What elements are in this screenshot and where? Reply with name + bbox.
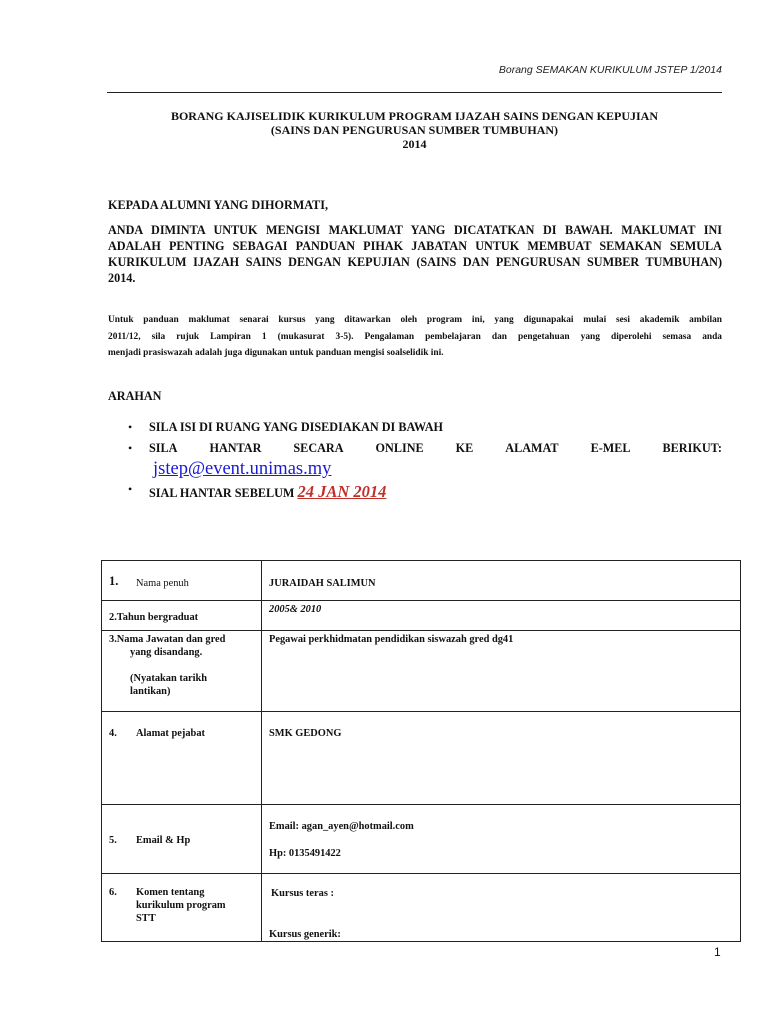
form-row-graduation-year (101, 600, 741, 631)
office-address-label: Alamat pejabat (136, 728, 205, 739)
comments-label: Komen tentang (136, 887, 205, 898)
contact-label: Email & Hp (136, 835, 191, 846)
position-label: 3.Nama Jawatan dan gred (109, 634, 226, 645)
intro-line-1: ANDA DIMINTA UNTUK MENGISI MAKLUMAT YANG DICATATKAN DI BAWAH. MAKLUMAT INI (108, 223, 722, 237)
intro-line-4: 2014. (108, 271, 136, 285)
form-row-name (101, 560, 741, 601)
comments-label-end: STT (136, 913, 156, 924)
instruction-word: ALAMAT (505, 441, 559, 455)
instruction-text-1: SILA ISI DI RUANG YANG DISEDIAKAN DI BAWAH (149, 420, 444, 434)
row-number: 5. (109, 835, 117, 846)
guide-line-3: menjadi prasiswazah adalah juga digunakan untuk panduan mengisi soalselidik ini. (108, 348, 444, 358)
form-row-comments (101, 873, 741, 942)
instruction-word: SECARA (293, 441, 344, 455)
instruction-word: BERIKUT: (662, 441, 722, 455)
greeting: KEPADA ALUMNI YANG DIHORMATI, (108, 198, 329, 212)
form-row-position (101, 630, 741, 712)
guide-line-1: Untuk panduan maklumat senarai kursus yang ditawarkan oleh program ini, yang digunapakai mulai sesi akademik ambilan (108, 315, 722, 325)
intro-paragraph (108, 222, 722, 286)
row-number: 4. (109, 728, 117, 739)
instruction-word: HANTAR (209, 441, 262, 455)
graduation-year-label: 2.Tahun bergraduat (109, 612, 199, 623)
phone-value[interactable]: Hp: 0135491422 (269, 848, 341, 859)
title-line-1: BORANG KAJISELIDIK KURIKULUM PROGRAM IJAZAH SAINS DENGAN KEPUJIAN (170, 109, 659, 123)
instruction-item-1 (108, 420, 722, 436)
guide-line-2: 2011/12, sila rujuk Lampiran 1 (mukasurat 3-5). Pengalaman pembelajaran dan pengetahuan yang diperolehi semasa anda (108, 331, 722, 342)
intro-line-3: KURIKULUM IJAZAH SAINS DENGAN KEPUJIAN (SAINS DAN PENGURUSAN SUMBER TUMBUHAN) (108, 255, 722, 269)
title-line-3: 2014 (402, 137, 427, 151)
position-label-cont: yang disandang. (130, 647, 203, 658)
instruction-text-2 (149, 441, 722, 456)
graduation-year-value[interactable]: 2005& 2010 (269, 604, 322, 615)
bullet-icon: • (128, 441, 133, 455)
form-row-contact (101, 804, 741, 874)
deadline-prefix: SIAL HANTAR SEBELUM (149, 486, 298, 500)
generic-courses-field[interactable]: Kursus generik: (269, 929, 341, 940)
instructions-heading: ARAHAN (108, 389, 162, 403)
title-line-2: (SAINS DAN PENGURUSAN SUMBER TUMBUHAN) (270, 123, 559, 137)
header-divider (107, 92, 722, 93)
form-row-office-address (101, 711, 741, 805)
position-value[interactable]: Pegawai perkhidmatan pendidikan siswazah gred dg41 (269, 634, 514, 645)
instruction-text-3 (149, 482, 386, 502)
core-courses-field[interactable]: Kursus teras : (271, 888, 334, 899)
intro-line-2: ADALAH PENTING SEBAGAI PANDUAN PIHAK JABATAN UNTUK MEMBUAT SEMAKAN SEMULA (108, 239, 722, 253)
full-name-label: Nama penuh (136, 578, 189, 589)
instruction-word: E-MEL (590, 441, 631, 455)
email-value[interactable]: Email: agan_ayen@hotmail.com (269, 821, 414, 832)
page-number: 1 (714, 945, 721, 959)
deadline-date: 24 JAN 2014 (297, 482, 387, 501)
row-number: 1. (109, 574, 119, 588)
instruction-word: KE (455, 441, 474, 455)
position-note-cont: lantikan) (130, 686, 171, 697)
document-title (107, 109, 722, 151)
instruction-item-2 (108, 441, 722, 457)
office-address-value[interactable]: SMK GEDONG (269, 728, 342, 739)
bullet-icon: • (128, 420, 133, 434)
instruction-item-3 (108, 482, 722, 501)
full-name-value[interactable]: JURAIDAH SALIMUN (269, 578, 376, 589)
form-reference: Borang SEMAKAN KURIKULUM JSTEP 1/2014 (498, 64, 722, 76)
position-note: (Nyatakan tarikh (130, 673, 208, 684)
alumni-form-table (101, 560, 741, 942)
guide-paragraph (108, 312, 722, 362)
row-number: 6. (109, 887, 117, 898)
instruction-word: ONLINE (375, 441, 424, 455)
instruction-word: SILA (149, 441, 178, 455)
bullet-icon: • (128, 482, 133, 496)
submission-email-link[interactable]: jstep@event.unimas.my (153, 459, 332, 479)
comments-label-cont: kurikulum program (136, 900, 226, 911)
